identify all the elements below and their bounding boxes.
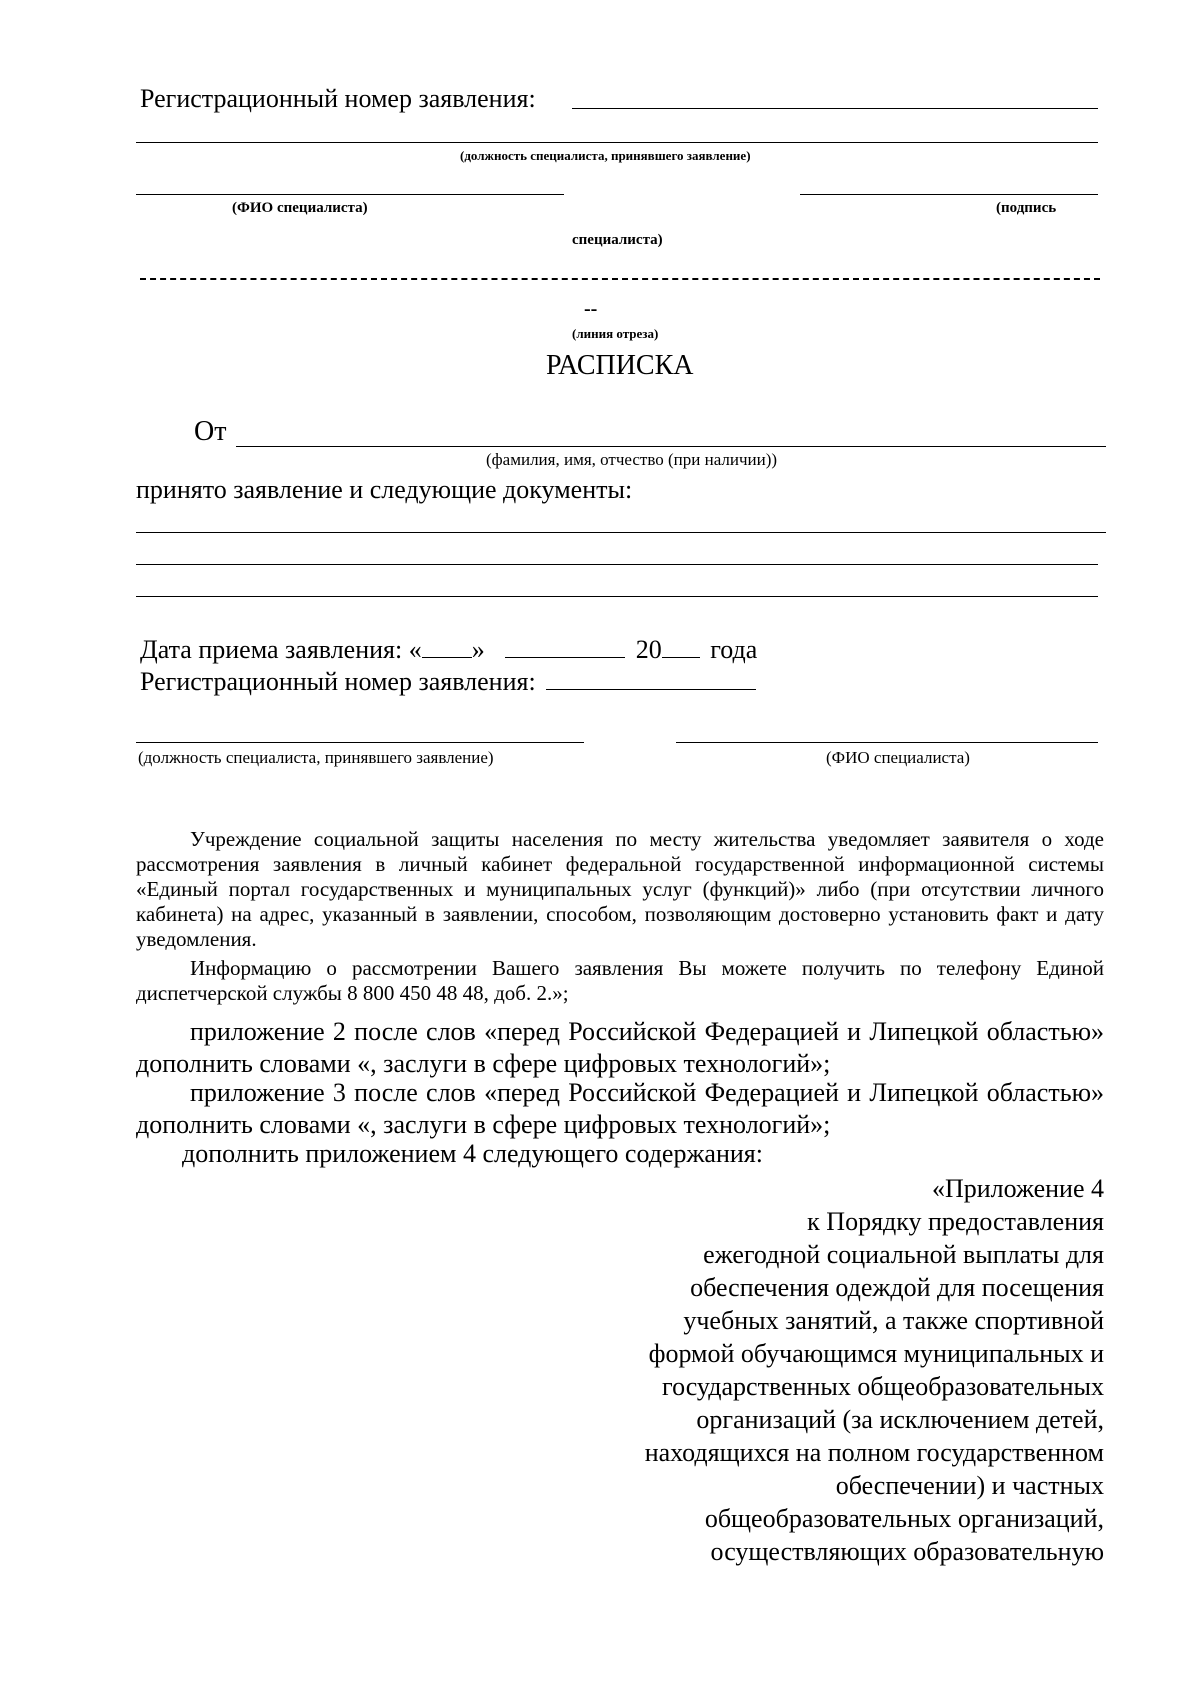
signature-caption-top: (подпись	[996, 200, 1057, 216]
paragraph-appendix-4-intro: дополнить приложением 4 следующего содержания:	[182, 1139, 763, 1168]
date-year-field[interactable]	[662, 633, 700, 658]
appendix-line: ежегодной социальной выплаты для	[703, 1240, 1104, 1269]
position-field[interactable]	[136, 742, 584, 743]
reg-number-label: Регистрационный номер заявления:	[140, 667, 536, 696]
year-prefix: 20	[635, 635, 662, 664]
date-label: Дата приема заявления: «	[140, 635, 422, 664]
reg-number-label-top: Регистрационный номер заявления:	[140, 84, 536, 113]
documents-line-2[interactable]	[136, 564, 1098, 565]
fio-caption: (ФИО специалиста)	[826, 748, 970, 767]
accepted-documents-label: принято заявление и следующие документы:	[136, 475, 633, 504]
fio-field-top[interactable]	[136, 194, 564, 195]
cut-mark: --	[584, 298, 598, 320]
date-month-field[interactable]	[505, 633, 625, 658]
reg-number-field[interactable]	[546, 665, 756, 690]
appendix-line: осуществляющих образовательную	[710, 1537, 1104, 1566]
signature-field-top[interactable]	[800, 194, 1098, 195]
cut-line	[140, 278, 1100, 280]
reg-number-field-top[interactable]	[572, 108, 1098, 109]
appendix-line: формой обучающимся муниципальных и	[648, 1339, 1104, 1368]
receipt-title: РАСПИСКА	[546, 350, 694, 381]
paragraph-phone-info: Информацию о рассмотрении Вашего заявления Вы можете получить по телефону Единой диспетчерской службы 8 800 450 48 48, доб. 2.»;	[136, 956, 1104, 1005]
position-caption-top: (должность специалиста, принявшего заявление)	[460, 148, 751, 163]
paragraph-notification: Учреждение социальной защиты населения по месту жительства уведомляет заявителя о ходе рассмотрения заявления в личный кабинет федеральной государственной информационной системы «Единый портал государственных и муниципальных услуг (функций)» либо (при отсутствии личного кабинета) на адрес, указанный в заявлении, способом, позволяющим достоверно установить факт и дату уведомления.	[136, 827, 1104, 951]
cut-caption: (линия отреза)	[572, 326, 659, 341]
fio-field[interactable]	[676, 742, 1098, 743]
date-close-quote: »	[471, 635, 485, 664]
position-caption: (должность специалиста, принявшего заявление)	[138, 748, 494, 767]
appendix-line: обеспечении) и частных	[835, 1471, 1104, 1500]
appendix-line: организаций (за исключением детей,	[696, 1405, 1104, 1434]
appendix-line: общеобразовательных организаций,	[704, 1504, 1104, 1533]
appendix-line: к Порядку предоставления	[807, 1207, 1104, 1236]
appendix-line: обеспечения одеждой для посещения	[690, 1273, 1104, 1302]
appendix-line: государственных общеобразовательных	[662, 1372, 1104, 1401]
documents-line-3[interactable]	[136, 596, 1098, 597]
reg-number-row	[140, 665, 756, 697]
appendix-line: находящихся на полном государственном	[644, 1438, 1104, 1467]
appendix-header	[645, 1172, 1104, 1568]
signature-caption-top-cont: специалиста)	[572, 232, 663, 248]
from-label: От	[194, 416, 227, 447]
appendix-line: учебных занятий, а также спортивной	[683, 1306, 1104, 1335]
fio-caption-top: (ФИО специалиста)	[232, 200, 368, 216]
paragraph-appendix-2: приложение 2 после слов «перед Российской Федерацией и Липецкой областью» дополнить словами «, заслуги в сфере цифровых технологий»;	[136, 1017, 1104, 1078]
paragraph-appendix-3: приложение 3 после слов «перед Российской Федерацией и Липецкой областью» дополнить словами «, заслуги в сфере цифровых технологий»;	[136, 1078, 1104, 1139]
date-row	[140, 633, 757, 665]
position-field-top[interactable]	[136, 142, 1098, 143]
appendix-line: «Приложение 4	[931, 1174, 1104, 1203]
documents-line-1[interactable]	[136, 532, 1106, 533]
from-field[interactable]	[236, 446, 1106, 447]
year-suffix: года	[710, 635, 758, 664]
from-caption: (фамилия, имя, отчество (при наличии))	[486, 450, 778, 469]
date-day-field[interactable]	[422, 633, 472, 658]
